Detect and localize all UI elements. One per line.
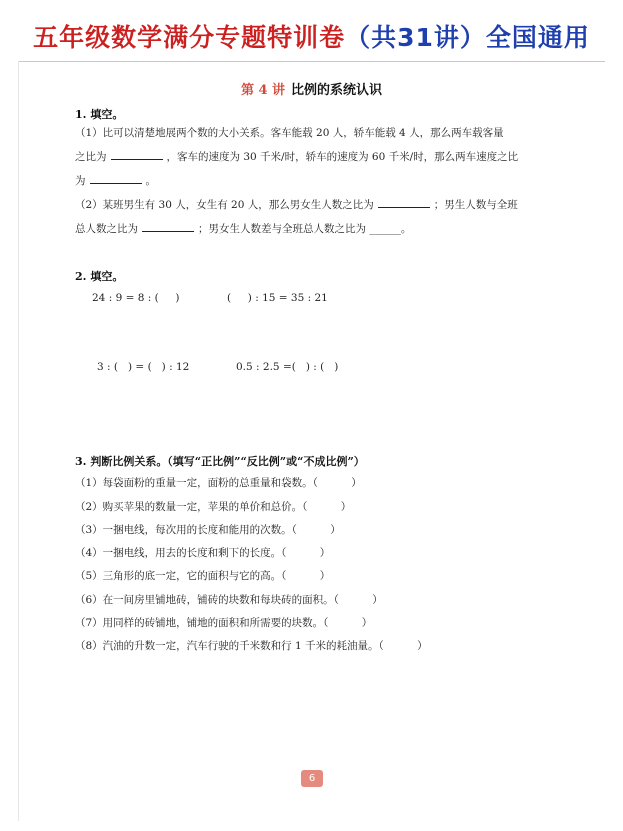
q1-line3-start: 为 (75, 175, 86, 187)
judge-item: （4）一捆电线，用去的长度和剩下的长度。（ ） (75, 547, 331, 559)
q2-line1 (75, 193, 555, 217)
ratio-item: 24 : 9 = 8 : ( ) (92, 292, 180, 304)
q1-line1: （1）比可以清楚地展两个数的大小关系。客车能载 20 人，轿车能载 4 人，那么两车载客量 (75, 127, 504, 139)
page-left-edge (18, 61, 19, 821)
judge-item: （3）一捆电线，每次用的长度和能用的次数。（ ） (75, 524, 341, 536)
lesson-name: 比例的系统认识 (291, 83, 383, 98)
section1-q1 (75, 121, 555, 193)
q2-line2-start: 总人数之比为 (75, 223, 138, 235)
ratio-item: 0.5 : 2.5 =( ) : ( ) (236, 361, 339, 373)
q1-line3-end: 。 (145, 175, 156, 187)
q1-line2 (75, 145, 555, 169)
section2-heading: 2. 填空。 (75, 270, 124, 283)
header-banner (0, 18, 623, 58)
lesson-title (0, 79, 623, 98)
answer-blank[interactable] (142, 219, 194, 232)
answer-blank[interactable] (90, 171, 142, 184)
judge-item: （6）在一间房里铺地砖，铺砖的块数和每块砖的面积。（ ） (75, 594, 383, 606)
judge-item: （1）每袋面粉的重量一定，面粉的总重量和袋数。（ ） (75, 477, 362, 489)
section1-q2 (75, 193, 555, 241)
q2-line2 (75, 217, 555, 241)
q2-line1-end: ；男生人数与全班 (433, 199, 518, 211)
judge-item: （2）购买苹果的数量一定，苹果的单价和总价。（ ） (75, 501, 352, 513)
page-number: 6 (301, 770, 323, 787)
q2-line2-end: ______。 (369, 223, 412, 235)
banner-subtitle: （共31讲）全国通用 (345, 23, 590, 52)
section1-heading: 1. 填空。 (75, 108, 124, 121)
q1-line2-start: 之比为 (75, 151, 107, 163)
q2-line1-start: （2）某班男生有 30 人，女生有 20 人，那么男女生人数之比为 (75, 199, 374, 211)
judge-item: （8）汽油的升数一定，汽车行驶的千米数和行 1 千米的耗油量。（ ） (75, 640, 428, 652)
banner-title: 五年级数学满分专题特训卷 (33, 23, 346, 52)
answer-blank[interactable] (378, 195, 430, 208)
judge-item: （5）三角形的底一定，它的面积与它的高。（ ） (75, 570, 331, 582)
answer-blank[interactable] (111, 147, 163, 160)
judge-item: （7）用同样的砖铺地，铺地的面积和所需要的块数。（ ） (75, 617, 373, 629)
q2-line2-mid: ；男女生人数差与全班总人数之比为 (198, 223, 366, 235)
header-divider (18, 61, 605, 62)
ratio-item: 3 : ( ) = ( ) : 12 (97, 361, 190, 373)
section3-heading: 3. 判断比例关系。（填写“正比例”“反比例”或“不成比例”） (75, 455, 365, 468)
ratio-item: ( ) : 15 = 35 : 21 (227, 292, 328, 304)
lesson-number: 第 4 讲 (240, 83, 286, 98)
q1-line3 (75, 169, 555, 193)
q1-line2-end: ，客车的速度为 30 千米/时，轿车的速度为 60 千米/时，那么两车速度之比 (166, 151, 519, 163)
